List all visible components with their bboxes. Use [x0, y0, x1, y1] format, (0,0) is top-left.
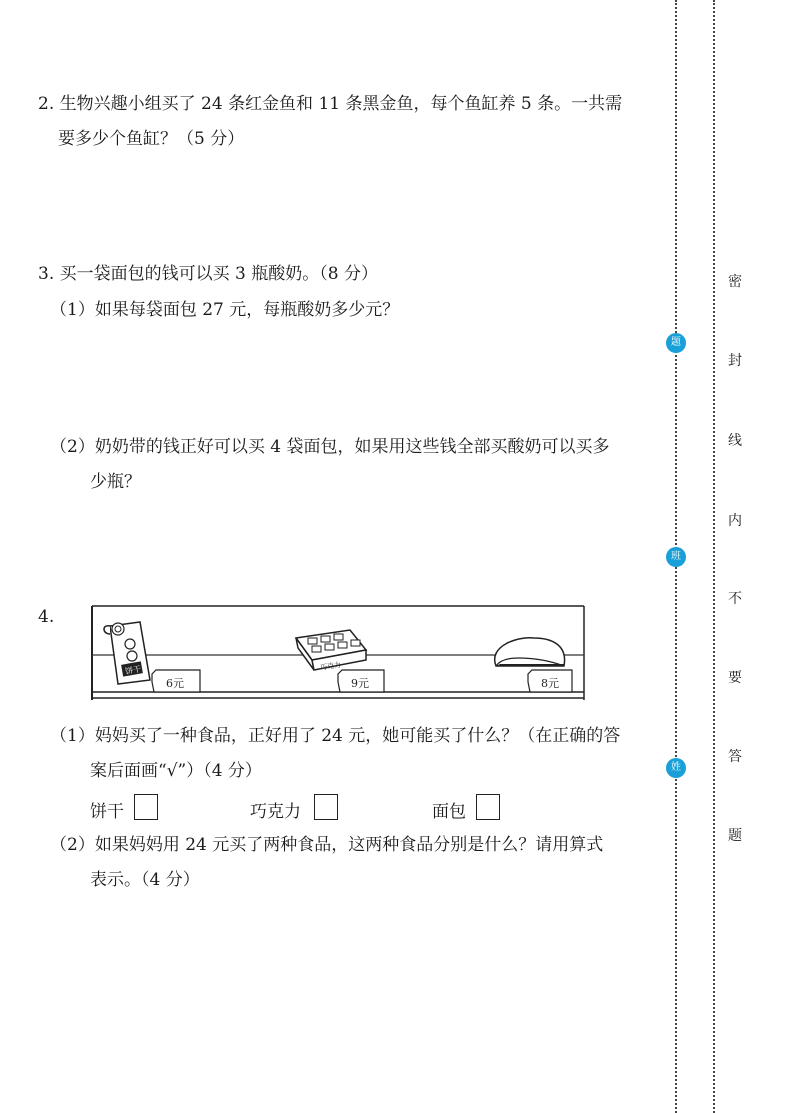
seal-marker-dot: 题: [666, 333, 686, 353]
seal-char: 不: [728, 591, 742, 607]
bread-icon: [495, 638, 565, 666]
chocolate-price-tag: [338, 670, 384, 692]
chocolate-box-text: 巧克力: [319, 660, 342, 672]
q3-part1: （1）如果每袋面包 27 元，每瓶酸奶多少元？: [50, 300, 400, 320]
bread-price-tag: [528, 670, 572, 692]
biscuit-price: 6元: [166, 677, 184, 690]
q4-number: 4.: [38, 607, 55, 627]
seal-char: 答: [728, 749, 742, 765]
seal-char: 题: [728, 828, 742, 844]
seal-char: 要: [728, 670, 742, 686]
option-chocolate-checkbox[interactable]: [314, 794, 338, 820]
q4-part1-line1: （1）妈妈买了一种食品，正好用了 24 元，她可能买了什么？（在正确的答: [50, 726, 621, 746]
q3-part2-line1: （2）奶奶带的钱正好可以买 4 袋面包，如果用这些钱全部买酸奶可以买多: [50, 437, 610, 457]
option-biscuit-label: 饼干: [90, 802, 124, 822]
seal-dotted-line-outer: [713, 0, 715, 1113]
option-bread-label: 面包: [432, 802, 466, 822]
q4-part1-line2: 案后面画“√”）（4 分）: [90, 761, 262, 781]
q3-part2-line2: 少瓶？: [90, 472, 141, 492]
seal-marker-dot: 姓: [666, 758, 686, 778]
option-bread-checkbox[interactable]: [476, 794, 500, 820]
q2-line1: 2. 生物兴趣小组买了 24 条红金鱼和 11 条黑金鱼，每个鱼缸养 5 条。一共需: [38, 94, 623, 114]
seal-char: 内: [728, 513, 742, 529]
biscuit-price-tag: [152, 670, 200, 692]
biscuit-bag-text: 饼干: [124, 664, 142, 677]
q3-title: 3. 买一袋面包的钱可以买 3 瓶酸奶。（8 分）: [38, 264, 378, 284]
option-chocolate-label: 巧克力: [250, 802, 301, 822]
chocolate-box-icon: [296, 630, 366, 672]
q4-part2-line2: 表示。（4 分）: [90, 870, 200, 890]
chocolate-price: 9元: [351, 677, 369, 690]
seal-marker-dot: 班: [666, 547, 686, 567]
bread-price: 8元: [541, 677, 559, 690]
seal-char: 线: [728, 433, 742, 449]
q4-part2-line1: （2）如果妈妈用 24 元买了两种食品，这两种食品分别是什么？请用算式: [50, 835, 604, 855]
q2-line2: 要多少个鱼缸？（5 分）: [58, 129, 245, 149]
seal-char: 封: [728, 353, 742, 369]
biscuit-bag-icon: [104, 622, 150, 684]
seal-char: 密: [728, 274, 742, 290]
option-biscuit-checkbox[interactable]: [134, 794, 158, 820]
shop-shelf-illustration: [88, 600, 588, 705]
